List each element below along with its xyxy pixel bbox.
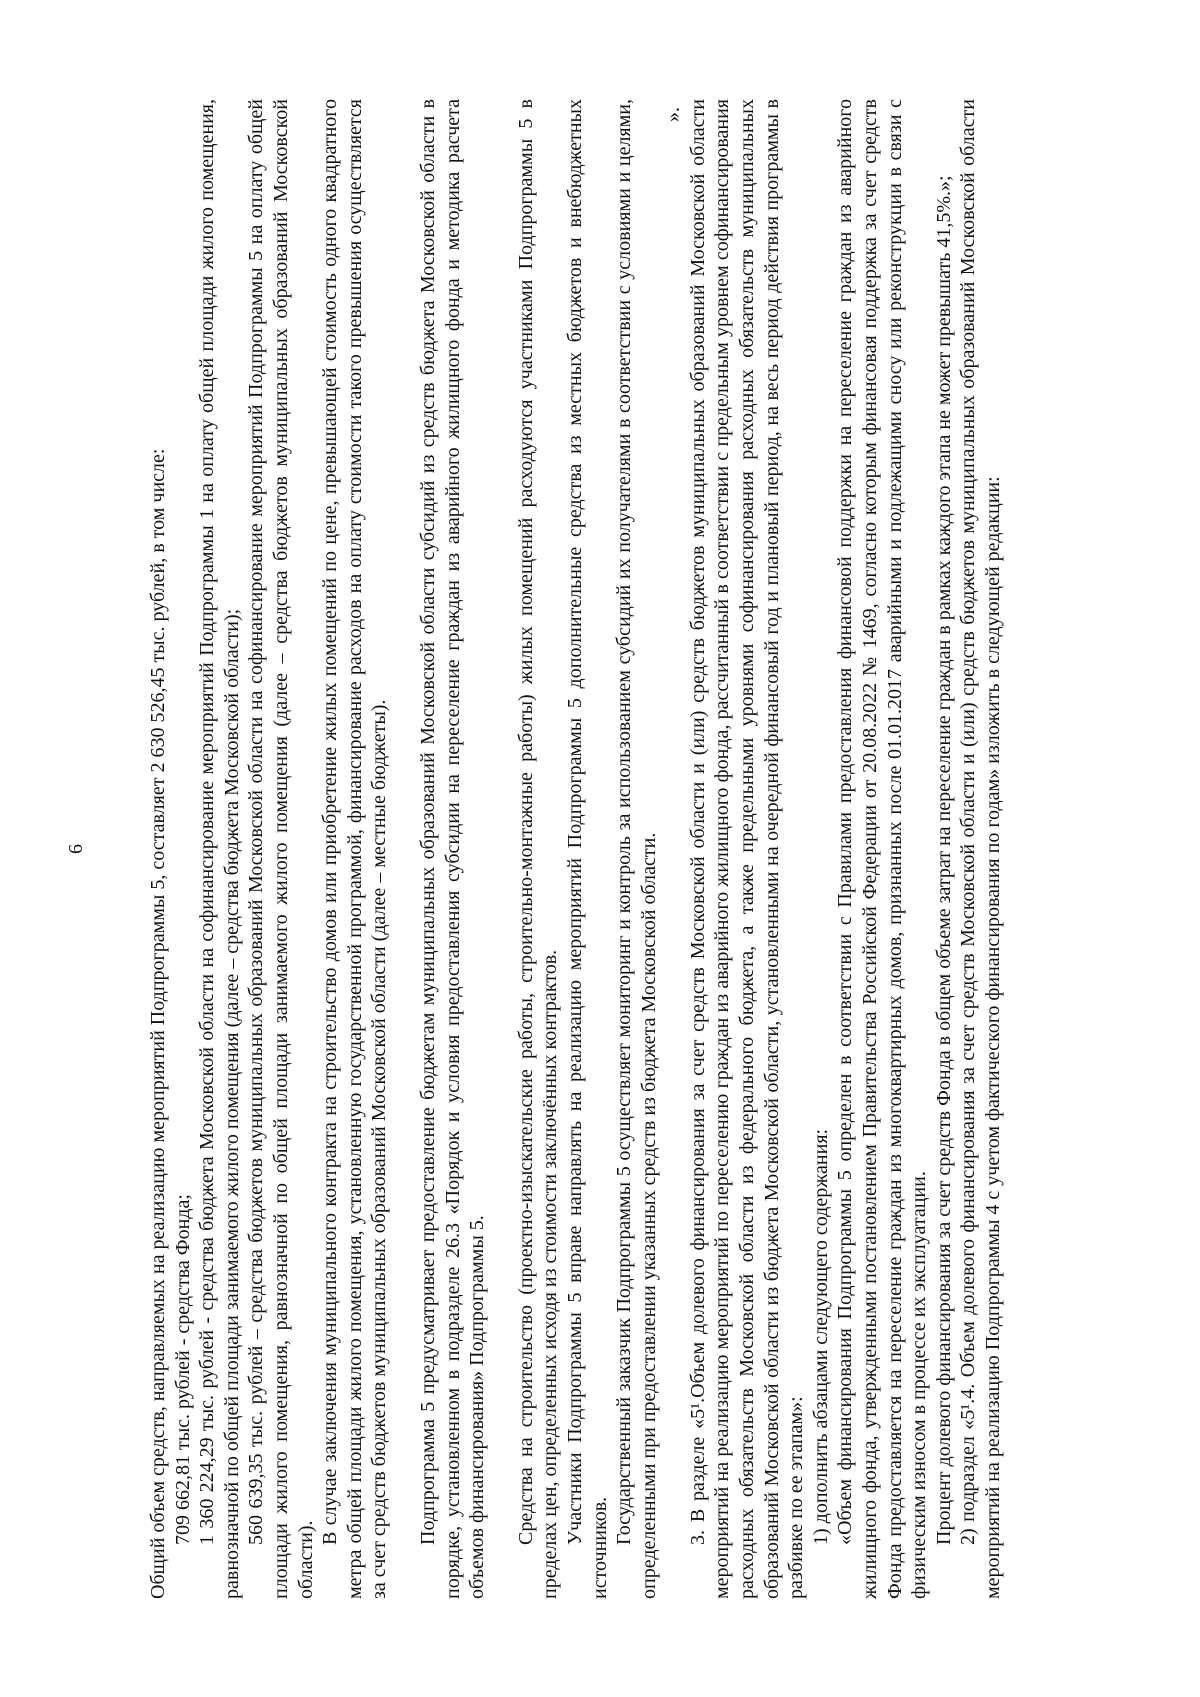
paragraph: «Объем финансирования Подпрограммы 5 определен в соответствии с Правилами предоставления финансовой поддержки на переселение граждан из аварийного жилищного фонда, утвержденными постановлением Правительства Российской Федерации от 20.08.2022 № 1469, согласно которым финансовая поддержка за счет средств Фонда предоставляется на переселение граждан из многоквартирных домов, признанных после 01.01.2017 аварийными и подлежащими сносу или реконструкции в связи с физическим износом в процессе их эксплуатации. [834,98,931,1599]
paragraph: Участники Подпрограммы 5 вправе направлять на реализацию мероприятий Подпрограммы 5 дополнительные средства из местных бюджетов и внебюджетных источников. [563,98,611,1599]
paragraph: 560 639,35 тыс. рублей – средства бюджетов муниципальных образований Московской области на софинансирование мероприятий Подпрограммы 5 на оплату общей площади жилого помещения, равнозначной по общей площади занимаемого жилого помещения (далее – средства бюджетов муниципальных образований Московской области). [245,98,317,1599]
paragraph: 3. В разделе «5¹.Объем долевого финансирования за счет средств Московской области и (или) средств бюджетов муниципальных образований Московской области мероприятий на реализацию мероприятий по переселению граждан из аварийного жилищного фонда, рассчитанный в соответствии с предельным уровнем софинансирования расходных обязательств Московской области из федерального бюджета, а также предельными уровнями софинансирования расходных обязательств муниципальных образований Московской области из бюджета Московской области, установленными на очередной финансовый год и плановый период, на весь период действия программы в разбивке по ее этапам»: [686,98,808,1599]
paragraph: Общий объем средств, направляемых на реализацию мероприятий Подпрограммы 5, составляет 2 630 526,45 тыс. рублей, в том числе: [147,448,169,1599]
paragraph: Средства на строительство (проектно-изыскательские работы, строительно-монтажные работы) жилых помещений расходуются участниками Подпрограммы 5 в пределах цен, определенных исходя из стоимости заключённых контрактов. [514,98,562,1599]
rotated-page [60,59,1140,1639]
paragraph: ». [662,106,685,122]
paragraph: 1 360 224,29 тыс. рублей - средства бюджета Московской области на софинансирование мероприятий Подпрограммы 1 на оплату общей площади жилого помещения, равнозначной по общей площади занимаемого жилого помещения (далее – средства бюджета Московской области); [196,98,243,1599]
paragraph: Государственный заказчик Подпрограммы 5 осуществляет мониторинг и контроль за использованием субсидий их получателями в соответствии с условиями и целями, определенными при предоставлении указанных средств из бюджета Московской области. [613,98,660,1599]
paragraph: Процент долевого финансирования за счет средств Фонда в общем объеме затрат на переселение граждан в рамках каждого этапа не может превышать 41,5%.»; [932,174,955,1545]
paragraph: 1) дополнить абзацами следующего содержания: [809,1128,832,1545]
paragraph: Подпрограмма 5 предусматривает предоставление бюджетам муниципальных образований Московской области субсидий из средств бюджета Московской области в порядке, установленном в подразделе 26.3 «Порядок и условия предоставления субсидии на переселение граждан из аварийного жилищного фонда и методика расчета объемов финансирования» Подпрограммы 5. [416,98,489,1599]
page-number: 6 [65,843,87,854]
paragraph: В случае заключения муниципального контракта на строительство домов или приобретение жилых помещений по цене, превышающей стоимость одного квадратного метра общей площади жилого помещения, установленную государственной программой, финансирование расходов на оплату стоимости такого превышения осуществляется за счет средств бюджетов муниципальных образований Московской области (далее – местные бюджеты). [319,98,391,1599]
document-body [146,99,1006,1599]
paragraph: 709 662,81 тыс. рублей - средства Фонда; [171,1193,194,1545]
paragraph: 2) подраздел «5¹.4. Объем долевого финансирования за счет средств Московской области и (или) средств бюджетов муниципальных образований Московской области мероприятий на реализацию Подпрограммы 4 с учетом фактического финансирования по годам» изложить в следующей редакции: [957,98,1004,1599]
